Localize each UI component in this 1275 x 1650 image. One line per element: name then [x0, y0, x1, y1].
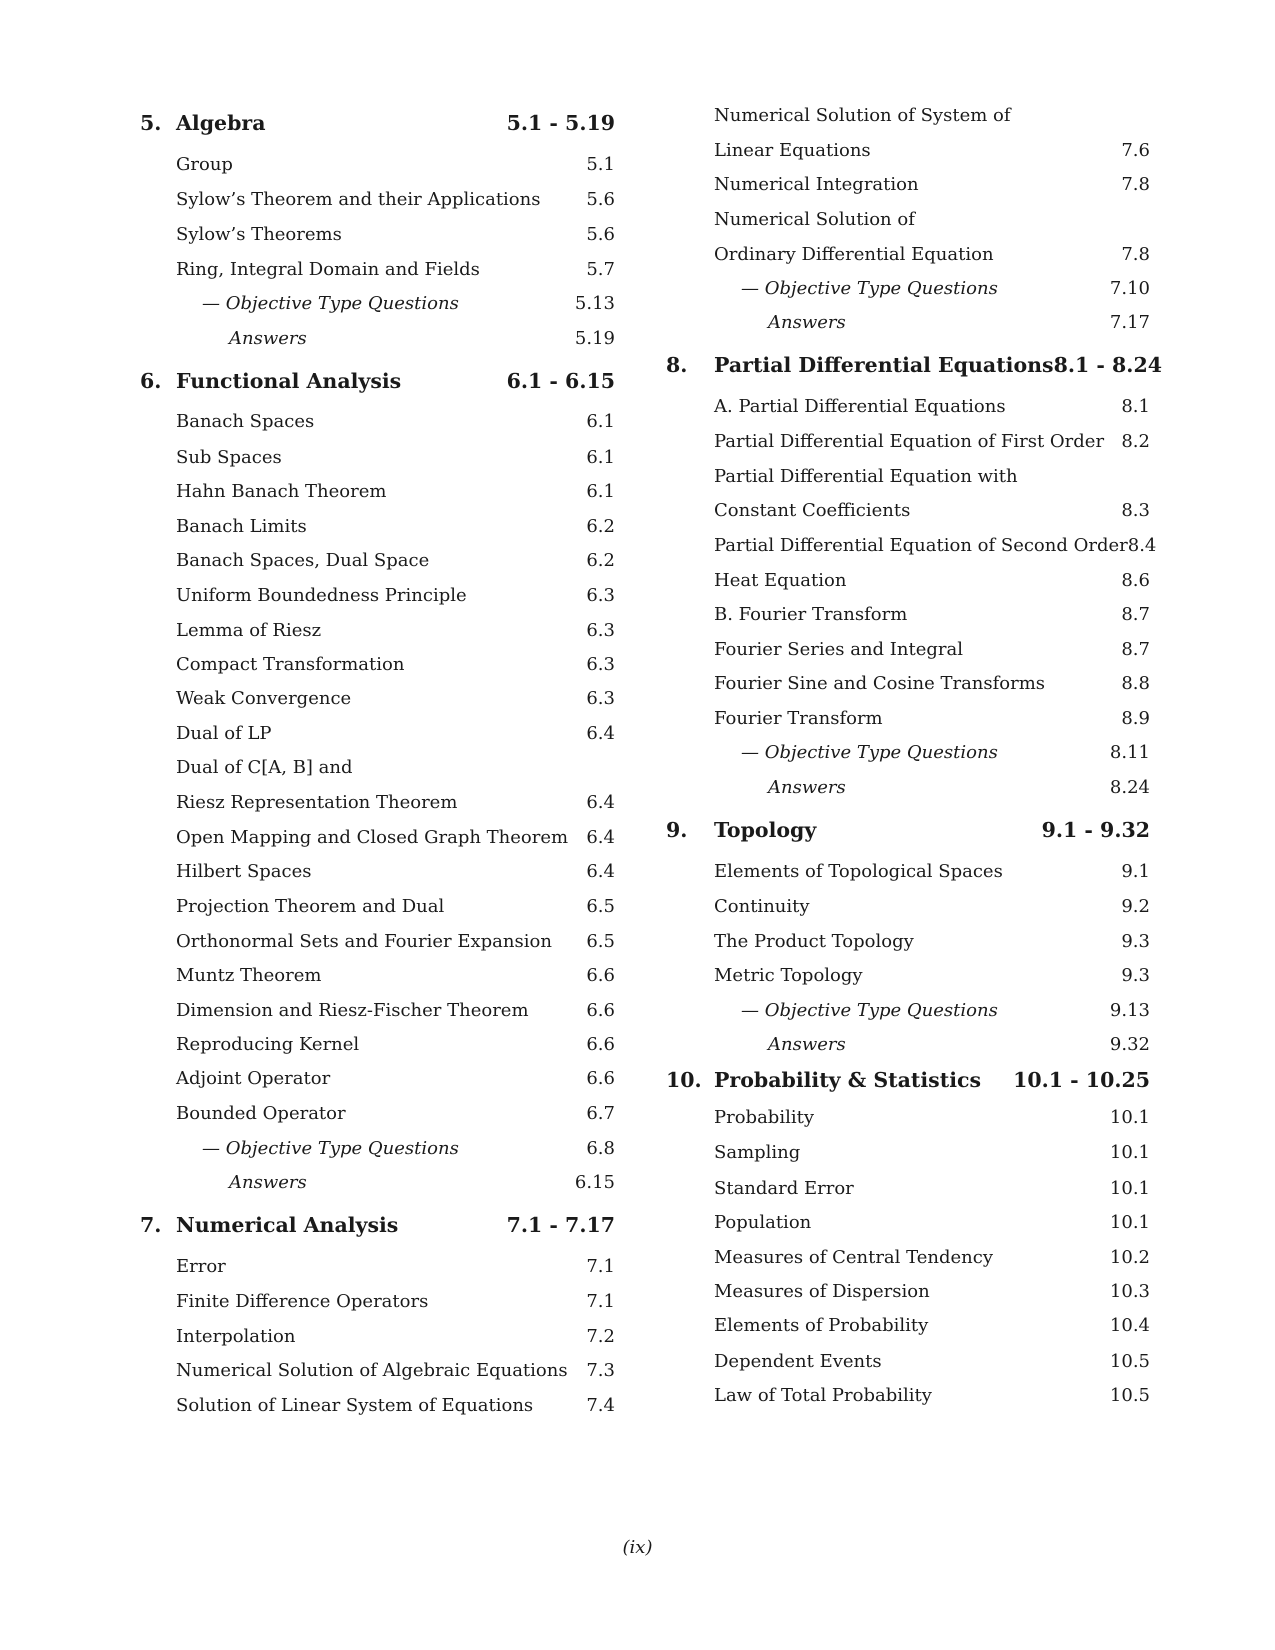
entry-title: — Objective Type Questions: [741, 999, 998, 1021]
toc-entry: [666, 530, 1157, 560]
page-number-ref: 6.5: [586, 930, 615, 952]
toc-entry: [666, 461, 1150, 491]
chapter-title: Numerical Analysis: [176, 1213, 399, 1237]
page-number-ref: 8.7: [1121, 603, 1150, 625]
entry-title: Partial Differential Equation with: [714, 465, 1018, 487]
page-number-ref: 10.2: [1109, 1246, 1150, 1268]
answers-entry: [666, 1029, 1150, 1059]
page-number-ref: 8.6: [1121, 569, 1150, 591]
entry-title: Ring, Integral Domain and Fields: [176, 258, 480, 280]
entry-title: Answers: [768, 776, 846, 798]
page-number-ref: 8.9: [1121, 707, 1150, 729]
page-number-ref: 9.3: [1121, 964, 1150, 986]
chapter-page-range: 10.1 - 10.25: [1013, 1068, 1150, 1092]
toc-entry: [140, 995, 615, 1025]
toc-entry: [140, 615, 615, 645]
page-number-ref: 6.3: [586, 584, 615, 606]
page-number-ref: 6.6: [586, 1033, 615, 1055]
page-number-ref: 6.1: [586, 480, 615, 502]
toc-entry: [140, 752, 615, 782]
page-number-ref: 8.2: [1121, 430, 1150, 452]
page-number-ref: 8.7: [1121, 638, 1150, 660]
answers-entry: [666, 772, 1150, 802]
page-number-ref: 8.24: [1109, 776, 1150, 798]
chapter-title: Probability & Statistics: [714, 1068, 982, 1092]
toc-entry: [140, 1029, 615, 1059]
entry-title: Numerical Integration: [714, 173, 919, 195]
page-number-ref: 7.10: [1109, 277, 1150, 299]
entry-title: Dimension and Riesz-Fischer Theorem: [176, 999, 529, 1021]
toc-entry: [666, 856, 1150, 886]
chapter-heading: [140, 1210, 615, 1240]
page-number-ref: 6.4: [586, 860, 615, 882]
page-number-ref: 6.6: [586, 1067, 615, 1089]
toc-entry: [140, 1286, 615, 1316]
entry-title: Answers: [229, 1171, 307, 1193]
page-number-ref: 9.13: [1109, 999, 1150, 1021]
toc-entry: [666, 565, 1150, 595]
entry-title: Banach Spaces, Dual Space: [176, 549, 430, 571]
page-number-ref: 8.3: [1121, 499, 1150, 521]
entry-title: Sylow’s Theorems: [176, 223, 342, 245]
entry-title: Probability: [714, 1106, 815, 1128]
chapter-heading: [666, 1065, 1150, 1095]
toc-entry: [140, 718, 615, 748]
toc-entry: [140, 254, 615, 284]
page-number-ref: 8.11: [1109, 741, 1150, 763]
page-number-ref: 7.1: [586, 1290, 615, 1312]
page-number-ref: 6.3: [586, 619, 615, 641]
page-number-ref: 10.3: [1109, 1280, 1150, 1302]
page-number-ref: 9.3: [1121, 930, 1150, 952]
page-number-ref: 6.4: [586, 722, 615, 744]
chapter-page-range: 9.1 - 9.32: [1041, 818, 1150, 842]
entry-title: Answers: [229, 327, 307, 349]
toc-entry: [140, 1063, 615, 1093]
entry-title: Elements of Topological Spaces: [714, 860, 1003, 882]
chapter-heading: [666, 815, 1150, 845]
toc-entry: [666, 391, 1150, 421]
entry-title: Riesz Representation Theorem: [176, 791, 458, 813]
toc-entry: [140, 891, 615, 921]
entry-title: Sylow’s Theorem and their Applications: [176, 188, 541, 210]
toc-entry: [140, 442, 615, 472]
toc-entry: [140, 545, 615, 575]
chapter-number: 5.: [140, 111, 162, 135]
toc-entry: [666, 169, 1150, 199]
entry-title: Reproducing Kernel: [176, 1033, 360, 1055]
entry-title: Elements of Probability: [714, 1314, 929, 1336]
toc-entry: [140, 926, 615, 956]
toc-entry: [666, 135, 1150, 165]
toc-entry: [666, 1137, 1150, 1167]
entry-title: Numerical Solution of Algebraic Equations: [176, 1359, 568, 1381]
entry-title: Weak Convergence: [176, 687, 352, 709]
toc-entry: [140, 1390, 615, 1420]
toc-entry: [666, 668, 1150, 698]
page-number-ref: 10.5: [1109, 1384, 1150, 1406]
chapter-number: 6.: [140, 369, 162, 393]
entry-title: Sampling: [714, 1141, 801, 1163]
toc-entry: [140, 822, 615, 852]
page-number-ref: 7.2: [586, 1325, 615, 1347]
toc-entry: [140, 1355, 615, 1385]
chapter-number: 9.: [666, 818, 688, 842]
toc-entry: [666, 1242, 1150, 1272]
page-number-ref: 7.8: [1121, 243, 1150, 265]
toc-entry: [666, 1346, 1150, 1376]
entry-title: Answers: [768, 311, 846, 333]
entry-title: Muntz Theorem: [176, 964, 322, 986]
page-number-ref: 6.4: [586, 791, 615, 813]
page-number-ref: 6.1: [586, 446, 615, 468]
toc-entry: [666, 891, 1150, 921]
page-number-ref: 10.1: [1109, 1141, 1150, 1163]
page-number-ref: 5.6: [586, 223, 615, 245]
entry-title: — Objective Type Questions: [202, 292, 459, 314]
entry-title: Group: [176, 153, 233, 175]
entry-title: Answers: [768, 1033, 846, 1055]
chapter-heading: [666, 350, 1162, 380]
page-number-ref: 6.8: [586, 1137, 615, 1159]
page-number-ref: 7.1: [586, 1255, 615, 1277]
entry-title: Hilbert Spaces: [176, 860, 312, 882]
page-number-ref: 5.7: [586, 258, 615, 280]
toc-entry: [140, 960, 615, 990]
entry-title: Linear Equations: [714, 139, 871, 161]
objective-questions-entry: [666, 737, 1150, 767]
toc-entry: [140, 580, 615, 610]
page-number-ref: 6.6: [586, 964, 615, 986]
page-number-ref: 6.1: [586, 410, 615, 432]
entry-title: Dual of C[A, B] and: [176, 756, 353, 778]
entry-title: Measures of Dispersion: [714, 1280, 930, 1302]
toc-entry: [666, 1173, 1150, 1203]
entry-title: Measures of Central Tendency: [714, 1246, 994, 1268]
toc-entry: [140, 511, 615, 541]
entry-title: Numerical Solution of System of: [714, 104, 1011, 126]
entry-title: Error: [176, 1255, 226, 1277]
page-number-ref: 5.1: [586, 153, 615, 175]
page-number-ref: 6.5: [586, 895, 615, 917]
toc-entry: [666, 634, 1150, 664]
toc-entry: [666, 495, 1150, 525]
toc-entry: [666, 1380, 1150, 1410]
toc-entry: [666, 239, 1150, 269]
toc-entry: [140, 787, 615, 817]
toc-entry: [666, 703, 1150, 733]
page-number-ref: 9.2: [1121, 895, 1150, 917]
toc-entry: [666, 426, 1150, 456]
entry-title: Sub Spaces: [176, 446, 282, 468]
entry-title: B. Fourier Transform: [714, 603, 908, 625]
toc-entry: [666, 1310, 1150, 1340]
entry-title: Compact Transformation: [176, 653, 405, 675]
page-number-ref: 10.1: [1109, 1177, 1150, 1199]
chapter-page-range: 8.1 - 8.24: [1053, 353, 1162, 377]
chapter-heading: [140, 108, 615, 138]
chapter-page-range: 5.1 - 5.19: [506, 111, 615, 135]
page-number-ref: 5.19: [574, 327, 615, 349]
page-number-ref: 6.3: [586, 653, 615, 675]
page-number-ref: 6.2: [586, 515, 615, 537]
entry-title: Ordinary Differential Equation: [714, 243, 994, 265]
entry-title: Projection Theorem and Dual: [176, 895, 445, 917]
objective-questions-entry: [666, 273, 1150, 303]
toc-entry: [140, 1251, 615, 1281]
page-number-ref: 5.13: [574, 292, 615, 314]
page-number-ref: 8.8: [1121, 672, 1150, 694]
toc-entry: [140, 406, 615, 436]
toc-entry: [666, 100, 1150, 130]
page-number-ref: 10.1: [1109, 1106, 1150, 1128]
entry-title: Banach Limits: [176, 515, 307, 537]
entry-title: Adjoint Operator: [176, 1067, 331, 1089]
entry-title: — Objective Type Questions: [741, 277, 998, 299]
entry-title: A. Partial Differential Equations: [714, 395, 1006, 417]
entry-title: Metric Topology: [714, 964, 863, 986]
entry-title: Orthonormal Sets and Fourier Expansion: [176, 930, 552, 952]
page-number-ref: 6.7: [586, 1102, 615, 1124]
entry-title: Interpolation: [176, 1325, 296, 1347]
entry-title: Dependent Events: [714, 1350, 882, 1372]
entry-title: Partial Differential Equation of Second Order: [714, 534, 1128, 556]
entry-title: Finite Difference Operators: [176, 1290, 429, 1312]
chapter-number: 10.: [666, 1068, 702, 1092]
objective-questions-entry: [140, 288, 615, 318]
page-number-ref: 8.4: [1127, 534, 1157, 556]
toc-entry: [140, 649, 615, 679]
toc-entry: [666, 1276, 1150, 1306]
entry-title: Numerical Solution of: [714, 208, 915, 230]
chapter-title: Algebra: [176, 111, 266, 135]
toc-entry: [666, 1102, 1150, 1132]
entry-title: Dual of LP: [176, 722, 272, 744]
entry-title: The Product Topology: [714, 930, 914, 952]
entry-title: Partial Differential Equation of First Order: [714, 430, 1105, 452]
entry-title: Continuity: [714, 895, 810, 917]
toc-entry: [666, 1207, 1150, 1237]
toc-entry: [666, 926, 1150, 956]
page-number-ref: 7.17: [1109, 311, 1150, 333]
page-number-ref: 6.3: [586, 687, 615, 709]
toc-entry: [140, 476, 615, 506]
page-number-ref: 6.2: [586, 549, 615, 571]
toc-entry: [140, 149, 615, 179]
entry-title: Law of Total Probability: [714, 1384, 932, 1406]
toc-entry: [140, 1098, 615, 1128]
entry-title: Open Mapping and Closed Graph Theorem: [176, 826, 569, 848]
toc-entry: [666, 204, 1150, 234]
entry-title: Fourier Transform: [714, 707, 883, 729]
page-number-ref: 7.4: [586, 1394, 615, 1416]
objective-questions-entry: [666, 995, 1150, 1025]
chapter-page-range: 6.1 - 6.15: [506, 369, 615, 393]
chapter-title: Topology: [714, 818, 817, 842]
page-number-ref: 9.1: [1121, 860, 1150, 882]
entry-title: Fourier Sine and Cosine Transforms: [714, 672, 1046, 694]
page-number-ref: 6.4: [586, 826, 615, 848]
entry-title: Lemma of Riesz: [176, 619, 322, 641]
page-number-ref: 9.32: [1109, 1033, 1150, 1055]
toc-entry: [666, 960, 1150, 990]
entry-title: Fourier Series and Integral: [714, 638, 964, 660]
page-number-ref: 10.5: [1109, 1350, 1150, 1372]
page-number-ref: 5.6: [586, 188, 615, 210]
chapter-number: 8.: [666, 353, 688, 377]
toc-entry: [140, 219, 615, 249]
entry-title: Constant Coefficients: [714, 499, 911, 521]
answers-entry: [140, 1167, 615, 1197]
page-number-ref: 6.15: [574, 1171, 615, 1193]
toc-entry: [140, 683, 615, 713]
entry-title: Standard Error: [714, 1177, 854, 1199]
chapter-number: 7.: [140, 1213, 162, 1237]
page-number: (ix): [622, 1537, 653, 1558]
page-number-ref: 6.6: [586, 999, 615, 1021]
chapter-heading: [140, 366, 615, 396]
answers-entry: [666, 307, 1150, 337]
entry-title: — Objective Type Questions: [741, 741, 998, 763]
entry-title: Bounded Operator: [176, 1102, 346, 1124]
page-number-ref: 10.1: [1109, 1211, 1150, 1233]
page-number-ref: 7.8: [1121, 173, 1150, 195]
objective-questions-entry: [140, 1133, 615, 1163]
entry-title: Population: [714, 1211, 812, 1233]
entry-title: Uniform Boundedness Principle: [176, 584, 467, 606]
page-number-ref: 7.3: [586, 1359, 615, 1381]
page-number-ref: 10.4: [1109, 1314, 1150, 1336]
entry-title: Solution of Linear System of Equations: [176, 1394, 534, 1416]
toc-entry: [666, 599, 1150, 629]
toc-entry: [140, 856, 615, 886]
page-number-ref: 8.1: [1121, 395, 1150, 417]
toc-entry: [140, 184, 615, 214]
toc-entry: [140, 1321, 615, 1351]
chapter-title: Functional Analysis: [176, 369, 402, 393]
entry-title: — Objective Type Questions: [202, 1137, 459, 1159]
chapter-page-range: 7.1 - 7.17: [506, 1213, 615, 1237]
page-number-ref: 7.6: [1121, 139, 1150, 161]
entry-title: Heat Equation: [714, 569, 847, 591]
entry-title: Banach Spaces: [176, 410, 315, 432]
chapter-title: Partial Differential Equations: [714, 353, 1054, 377]
answers-entry: [140, 323, 615, 353]
entry-title: Hahn Banach Theorem: [176, 480, 387, 502]
